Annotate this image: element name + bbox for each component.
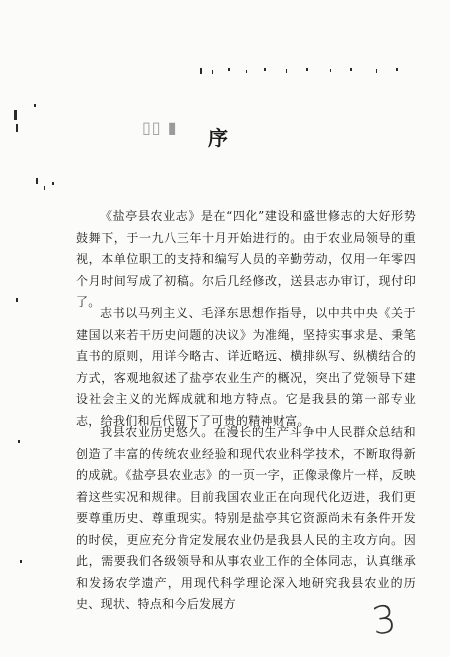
page-heading: 序 xyxy=(208,126,230,150)
paragraph-2: 志书以马列主义、毛泽东思想作指导，以中共中央《关于建国以来若干历史问题的决议》为准绳，坚持实事求是、秉笔直书的原则，用详今略古、详近略远、横排纵写、纵横结合的方式，客观地叙述了盐亭农业生产的概况，突出了党领导下建设社会主义的光辉成就和地方特点。它是我县的第一部专业志，给我们和后代留下了可贵的精神财富。 xyxy=(76,306,416,428)
paragraph-1: 《盐亭县农业志》是在“四化”建设和盛世修志的大好形势鼓舞下，于一九八三年十月开始进行的。由于农业局领导的重视，本单位职工的支持和编写人员的辛勤劳动，仅用一年零四个月时间写成了初稿。尔后几经修改，送县志办审订，现付印了。 xyxy=(76,209,416,309)
paragraph-3: 我县农业历史悠久。在漫长的生产斗争中人民群众总结和创造了丰富的传统农业经验和现代农业科学技术，不断取得新的成就。《盐亭县农业志》的一页一字，正像录像片一样，反映着这些实况和规律。目前我国农业正在向现代化迈进，我们更要尊重历史、尊重现实。特别是盐亭其它资源尚未有条件开发的时侯，更应充分肯定发展农业仍是我县人民的主攻方向。因此，需要我们各级领导和从事农业工作的全体同志，认真继承和发扬农学遗产，用现代科学理论深入地研究我县农业的历史、现状、特点和今后发展方 xyxy=(76,425,416,611)
page-number: 3 xyxy=(369,596,400,644)
faded-stamp-mark: ▯▯ ▮ xyxy=(142,118,178,137)
